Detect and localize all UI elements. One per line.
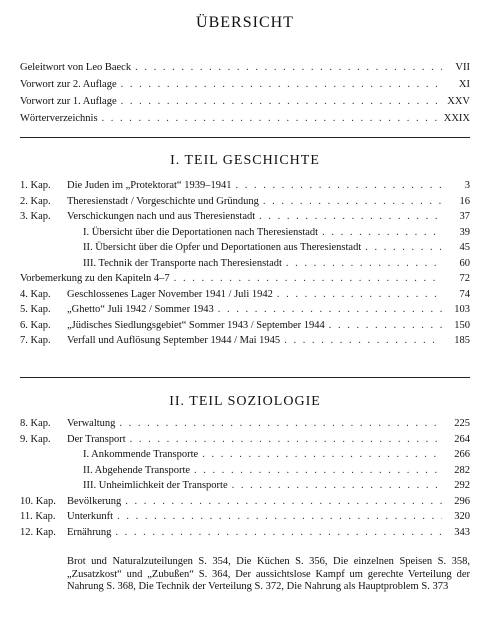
- entry-title: Wörterverzeichnis: [20, 112, 98, 124]
- leader-dots: [102, 113, 440, 125]
- page-number: XXIX: [443, 112, 470, 124]
- page-number: 185: [454, 335, 470, 346]
- leader-dots: [125, 496, 442, 508]
- toc-entry: [20, 62, 470, 75]
- toc-entry: [20, 242, 470, 254]
- leader-dots: [121, 96, 442, 108]
- chapter-number: 2. Kap.: [20, 195, 51, 207]
- chapter-number: 8. Kap.: [20, 418, 51, 429]
- leader-dots: [322, 227, 442, 239]
- leader-dots: [119, 418, 442, 430]
- chapter-number: 12. Kap.: [20, 526, 56, 538]
- entry-title: Die Juden im „Protektorat“ 1939–1941: [67, 180, 232, 191]
- toc-entry: [20, 196, 470, 208]
- entry-title: I. Ankommende Transporte: [83, 449, 199, 460]
- page-number: 150: [454, 319, 470, 331]
- entry-title: Vorwort zur 1. Auflage: [20, 95, 117, 107]
- toc-entry: [20, 180, 470, 192]
- toc-entry: [20, 320, 470, 332]
- leader-dots: [232, 480, 442, 492]
- prelim-list: [20, 62, 470, 130]
- page-number: 225: [454, 418, 470, 429]
- page-number: 264: [454, 433, 470, 445]
- toc-entry: [20, 418, 470, 430]
- entry-title: Verwaltung: [67, 418, 116, 429]
- leader-dots: [135, 62, 442, 74]
- toc-entry: [20, 496, 470, 508]
- chapter-number: 4. Kap.: [20, 288, 51, 300]
- leader-dots: [115, 527, 442, 539]
- page-number: 74: [459, 288, 470, 300]
- entry-title: Vorbemerkung zu den Kapiteln 4–7: [20, 273, 170, 284]
- leader-dots: [218, 304, 442, 316]
- page-number: 343: [454, 526, 470, 538]
- chapter-number: 9. Kap.: [20, 433, 51, 445]
- entry-title: Unterkunft: [67, 511, 114, 522]
- entry-title: II. Übersicht über die Opfer und Deportationen aus Theresienstadt: [83, 242, 362, 253]
- leader-dots: [174, 273, 442, 285]
- toc-entry: [20, 289, 470, 301]
- entry-title: Geschlossenes Lager November 1941 / Juli 1942: [67, 288, 273, 300]
- page-number: 292: [454, 480, 470, 491]
- entry-title: „Ghetto“ Juli 1942 / Sommer 1943: [67, 304, 214, 315]
- leader-dots: [277, 289, 442, 301]
- entry-title: Ernährung: [67, 526, 112, 538]
- chapter-number: 6. Kap.: [20, 319, 51, 331]
- entry-title: Der Transport: [67, 433, 126, 445]
- toc-entry: [20, 79, 470, 92]
- toc-entry: [20, 227, 470, 239]
- chapter-number: 1. Kap.: [20, 180, 51, 191]
- entry-title: III. Unheimlichkeit der Transporte: [83, 480, 228, 491]
- leader-dots: [130, 434, 442, 446]
- chapter-number: 10. Kap.: [20, 495, 56, 507]
- leader-dots: [263, 196, 442, 208]
- page-number: 266: [454, 449, 470, 460]
- page-number: 16: [459, 195, 470, 207]
- page-number: 45: [459, 242, 470, 253]
- toc-entry: [20, 113, 470, 126]
- chapter-number: 5. Kap.: [20, 304, 51, 315]
- divider-2: [20, 377, 470, 378]
- entry-title: III. Technik der Transporte nach Theresienstadt: [83, 257, 282, 269]
- page-number: 3: [464, 180, 470, 191]
- toc-entry: [20, 449, 470, 461]
- leader-dots: [284, 335, 442, 347]
- part-1-list: [20, 180, 470, 351]
- page-number: 103: [454, 304, 470, 315]
- entry-title: Geleitwort von Leo Baeck: [20, 62, 132, 73]
- page-number: 282: [454, 464, 470, 476]
- page-number: XXV: [447, 95, 470, 107]
- entry-title: Vorwort zur 2. Auflage: [20, 78, 117, 90]
- toc-entry: [20, 527, 470, 539]
- divider-1: [20, 137, 470, 138]
- chapter-number: 11. Kap.: [20, 511, 56, 522]
- part-2-title: II. TEIL SOZIOLOGIE: [169, 394, 321, 409]
- leader-dots: [117, 511, 442, 523]
- page-number: 37: [459, 211, 470, 222]
- leader-dots: [365, 242, 442, 254]
- toc-entry: [20, 258, 470, 270]
- toc-entry: [20, 465, 470, 477]
- entry-title: II. Abgehende Transporte: [83, 464, 191, 476]
- toc-entry: [20, 434, 470, 446]
- leader-dots: [121, 79, 442, 91]
- page-number: 60: [459, 257, 470, 269]
- toc-entry: [20, 273, 470, 285]
- chapter-number: 3. Kap.: [20, 211, 51, 222]
- page-number: 320: [454, 511, 470, 522]
- page-number: XI: [458, 78, 470, 90]
- page-number: VII: [455, 62, 470, 73]
- entry-title: Verfall und Auflösung September 1944 / Mai 1945: [67, 335, 281, 346]
- page-number: 296: [454, 495, 470, 507]
- part-2-list: [20, 418, 470, 542]
- page-number: 39: [459, 226, 470, 238]
- leader-dots: [194, 465, 442, 477]
- entry-title: Verschickungen nach und aus Theresienstadt: [67, 211, 256, 222]
- entry-title: Bevölkerung: [67, 495, 122, 507]
- chapter-number: 7. Kap.: [20, 335, 51, 346]
- toc-entry: [20, 96, 470, 109]
- leader-dots: [286, 258, 442, 270]
- page-title: ÜBERSICHT: [196, 14, 294, 31]
- toc-entry: [20, 304, 470, 316]
- leader-dots: [202, 449, 442, 461]
- leader-dots: [235, 180, 442, 192]
- page-number: 72: [459, 273, 470, 284]
- entry-title: Theresienstadt / Vorgeschichte und Gründung: [67, 195, 259, 207]
- entry-title: „Jüdisches Siedlungsgebiet“ Sommer 1943 / September 1944: [67, 319, 325, 331]
- leader-dots: [329, 320, 442, 332]
- toc-entry: [20, 511, 470, 523]
- chapter-12-subtopics: Brot und Naturalzuteilungen S. 354, Die Küchen S. 356, Die einzelnen Speisen S. 358, „Zusatzkost“ und „Zubußen“ S. 364, Der aussichtslose Kampf um gerechte Verteilung der Nahrung S. 368, Die Technik der Verteilung S. 372, Die Nahrung als Hauptproblem S. 373: [67, 556, 470, 592]
- leader-dots: [259, 211, 442, 223]
- toc-entry: [20, 211, 470, 223]
- toc-entry: [20, 480, 470, 492]
- toc-entry: [20, 335, 470, 347]
- entry-title: I. Übersicht über die Deportationen nach Theresienstadt: [83, 226, 319, 238]
- part-1-title: I. TEIL GESCHICHTE: [170, 153, 320, 168]
